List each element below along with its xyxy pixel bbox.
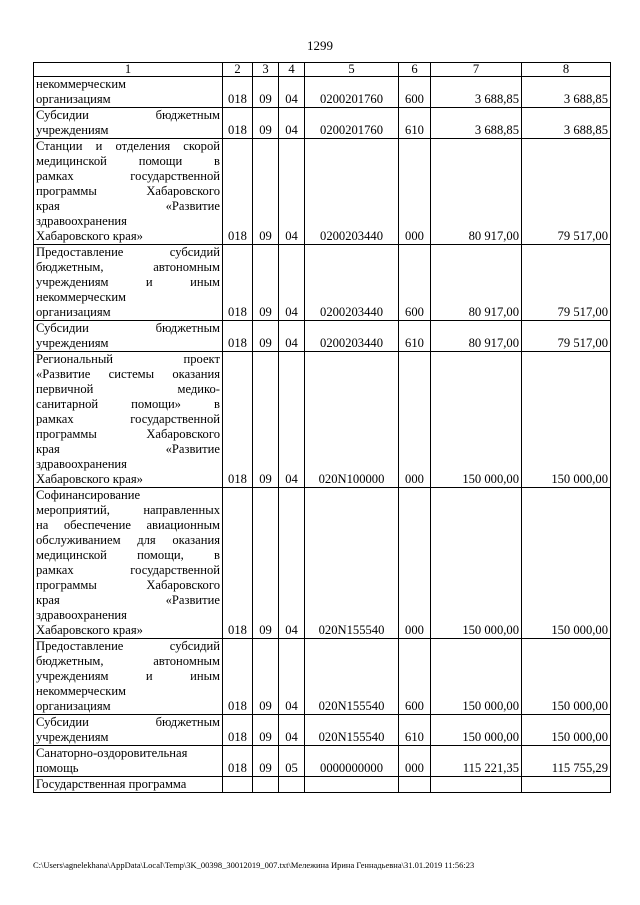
row-name-line: учреждениям [36, 730, 109, 744]
amount-year-1-cell: 80 917,00 [431, 321, 522, 352]
chapter-code-cell [253, 777, 279, 793]
subsection-code-cell: 04 [279, 639, 305, 715]
subsection-code-cell: 04 [279, 139, 305, 245]
row-name-line: края «Развитие [36, 442, 220, 456]
target-article-code-cell: 0000000000 [305, 746, 399, 777]
section-code-cell: 018 [223, 321, 253, 352]
table-row [34, 139, 611, 245]
section-code-cell [223, 777, 253, 793]
header-cell: 6 [399, 63, 431, 77]
row-name-line: некоммерческим [36, 684, 127, 698]
header-cell: 8 [522, 63, 611, 77]
section-code-cell: 018 [223, 746, 253, 777]
chapter-code-cell: 09 [253, 746, 279, 777]
row-name-line: учреждениям и иным [36, 275, 220, 289]
header-cell: 2 [223, 63, 253, 77]
table-row [34, 352, 611, 488]
section-code-cell: 018 [223, 352, 253, 488]
row-name-cell [34, 77, 223, 108]
row-name-line: Станции и отделения скорой [36, 139, 220, 153]
section-code-cell: 018 [223, 139, 253, 245]
expense-type-code-cell: 600 [399, 639, 431, 715]
subsection-code-cell: 04 [279, 108, 305, 139]
target-article-code-cell: 0200201760 [305, 108, 399, 139]
amount-year-2-cell [522, 777, 611, 793]
table-row [34, 777, 611, 793]
row-name-line: обслуживанием для оказания [36, 533, 220, 547]
row-name-line: Хабаровского края» [36, 229, 143, 243]
header-cell: 7 [431, 63, 522, 77]
amount-year-2-cell: 3 688,85 [522, 77, 611, 108]
amount-year-2-cell: 115 755,29 [522, 746, 611, 777]
target-article-code-cell: 020N100000 [305, 352, 399, 488]
subsection-code-cell: 04 [279, 488, 305, 639]
table-row [34, 245, 611, 321]
target-article-code-cell: 0200203440 [305, 139, 399, 245]
amount-year-2-cell: 3 688,85 [522, 108, 611, 139]
row-name-line: первичной медико- [36, 382, 220, 396]
target-article-code-cell: 020N155540 [305, 715, 399, 746]
row-name-line: организациям [36, 305, 111, 319]
subsection-code-cell: 04 [279, 77, 305, 108]
expense-type-code-cell: 000 [399, 488, 431, 639]
subsection-code-cell [279, 777, 305, 793]
row-name-line: Субсидии бюджетным [36, 108, 220, 122]
target-article-code-cell [305, 777, 399, 793]
expense-type-code-cell: 000 [399, 352, 431, 488]
row-name-line: края «Развитие [36, 593, 220, 607]
section-code-cell: 018 [223, 77, 253, 108]
row-name-line: Субсидии бюджетным [36, 715, 220, 729]
table-row [34, 639, 611, 715]
row-name-line: на обеспечение авиационным [36, 518, 220, 532]
row-name-line: организациям [36, 92, 111, 106]
row-name-line: некоммерческим [36, 77, 127, 91]
expense-type-code-cell: 610 [399, 321, 431, 352]
amount-year-2-cell: 150 000,00 [522, 488, 611, 639]
row-name-line: учреждениям [36, 336, 109, 350]
row-name-cell [34, 777, 223, 793]
row-name-line: помощь [36, 761, 79, 775]
table-row [34, 108, 611, 139]
chapter-code-cell: 09 [253, 639, 279, 715]
chapter-code-cell: 09 [253, 77, 279, 108]
row-name-line: рамках государственной [36, 563, 220, 577]
row-name-line: медицинской помощи, в [36, 548, 220, 562]
amount-year-2-cell: 150 000,00 [522, 639, 611, 715]
expense-type-code-cell: 600 [399, 77, 431, 108]
row-name-line: Хабаровского края» [36, 472, 143, 486]
expense-type-code-cell: 000 [399, 746, 431, 777]
chapter-code-cell: 09 [253, 108, 279, 139]
row-name-line: программы Хабаровского [36, 184, 220, 198]
expense-type-code-cell: 600 [399, 245, 431, 321]
row-name-line: Региональный проект [36, 352, 220, 366]
row-name-line: Государственная программа [36, 777, 187, 791]
amount-year-2-cell: 79 517,00 [522, 321, 611, 352]
amount-year-1-cell: 150 000,00 [431, 488, 522, 639]
expense-type-code-cell: 610 [399, 715, 431, 746]
row-name-line: организациям [36, 699, 111, 713]
chapter-code-cell: 09 [253, 139, 279, 245]
row-name-line: бюджетным, автономным [36, 260, 220, 274]
section-code-cell: 018 [223, 245, 253, 321]
row-name-cell [34, 746, 223, 777]
subsection-code-cell: 05 [279, 746, 305, 777]
amount-year-2-cell: 79 517,00 [522, 245, 611, 321]
row-name-cell [34, 488, 223, 639]
amount-year-1-cell: 80 917,00 [431, 245, 522, 321]
target-article-code-cell: 0200203440 [305, 321, 399, 352]
expense-type-code-cell [399, 777, 431, 793]
amount-year-2-cell: 79 517,00 [522, 139, 611, 245]
section-code-cell: 018 [223, 108, 253, 139]
amount-year-1-cell: 80 917,00 [431, 139, 522, 245]
chapter-code-cell: 09 [253, 715, 279, 746]
row-name-line: санитарной помощи» в [36, 397, 220, 411]
row-name-line: здравоохранения [36, 214, 127, 228]
amount-year-1-cell: 150 000,00 [431, 715, 522, 746]
table-row [34, 321, 611, 352]
amount-year-1-cell [431, 777, 522, 793]
row-name-cell [34, 715, 223, 746]
amount-year-2-cell: 150 000,00 [522, 352, 611, 488]
subsection-code-cell: 04 [279, 715, 305, 746]
row-name-line: медицинской помощи в [36, 154, 220, 168]
amount-year-1-cell: 150 000,00 [431, 639, 522, 715]
header-cell: 4 [279, 63, 305, 77]
target-article-code-cell: 020N155540 [305, 639, 399, 715]
row-name-line: «Развитие системы оказания [36, 367, 220, 381]
row-name-line: Софинансирование [36, 488, 141, 502]
row-name-line: Санаторно-оздоровительная [36, 746, 188, 760]
table-row [34, 715, 611, 746]
section-code-cell: 018 [223, 715, 253, 746]
row-name-line: учреждениям и иным [36, 669, 220, 683]
row-name-line: Предоставление субсидий [36, 639, 220, 653]
amount-year-1-cell: 3 688,85 [431, 77, 522, 108]
header-cell: 5 [305, 63, 399, 77]
row-name-cell [34, 108, 223, 139]
amount-year-1-cell: 3 688,85 [431, 108, 522, 139]
section-code-cell: 018 [223, 488, 253, 639]
row-name-line: учреждениям [36, 123, 109, 137]
file-path-footer: C:\Users\agnelekhana\AppData\Local\Temp\3K_00398_30012019_007.txt\Мележина Ирина Геннадьевна\31.01.2019 11:56:23 [33, 860, 475, 870]
amount-year-1-cell: 150 000,00 [431, 352, 522, 488]
expense-type-code-cell: 000 [399, 139, 431, 245]
row-name-line: рамках государственной [36, 169, 220, 183]
row-name-line: мероприятий, направленных [36, 503, 220, 517]
row-name-line: программы Хабаровского [36, 578, 220, 592]
row-name-line: Предоставление субсидий [36, 245, 220, 259]
subsection-code-cell: 04 [279, 321, 305, 352]
row-name-line: Субсидии бюджетным [36, 321, 220, 335]
row-name-cell [34, 245, 223, 321]
row-name-cell [34, 352, 223, 488]
target-article-code-cell: 0200203440 [305, 245, 399, 321]
target-article-code-cell: 020N155540 [305, 488, 399, 639]
amount-year-2-cell: 150 000,00 [522, 715, 611, 746]
row-name-line: здравоохранения [36, 608, 127, 622]
chapter-code-cell: 09 [253, 321, 279, 352]
budget-table [33, 62, 611, 793]
row-name-line: здравоохранения [36, 457, 127, 471]
subsection-code-cell: 04 [279, 352, 305, 488]
chapter-code-cell: 09 [253, 245, 279, 321]
page-number: 1299 [307, 38, 333, 53]
chapter-code-cell: 09 [253, 352, 279, 488]
amount-year-1-cell: 115 221,35 [431, 746, 522, 777]
row-name-cell [34, 639, 223, 715]
row-name-cell [34, 139, 223, 245]
subsection-code-cell: 04 [279, 245, 305, 321]
header-row [34, 63, 611, 77]
table-row [34, 746, 611, 777]
section-code-cell: 018 [223, 639, 253, 715]
header-cell: 3 [253, 63, 279, 77]
table-row [34, 488, 611, 639]
row-name-line: бюджетным, автономным [36, 654, 220, 668]
row-name-line: Хабаровского края» [36, 623, 143, 637]
chapter-code-cell: 09 [253, 488, 279, 639]
expense-type-code-cell: 610 [399, 108, 431, 139]
target-article-code-cell: 0200201760 [305, 77, 399, 108]
row-name-line: программы Хабаровского [36, 427, 220, 441]
table-row [34, 77, 611, 108]
row-name-line: края «Развитие [36, 199, 220, 213]
row-name-cell [34, 321, 223, 352]
row-name-line: рамках государственной [36, 412, 220, 426]
row-name-line: некоммерческим [36, 290, 127, 304]
header-cell: 1 [34, 63, 223, 77]
